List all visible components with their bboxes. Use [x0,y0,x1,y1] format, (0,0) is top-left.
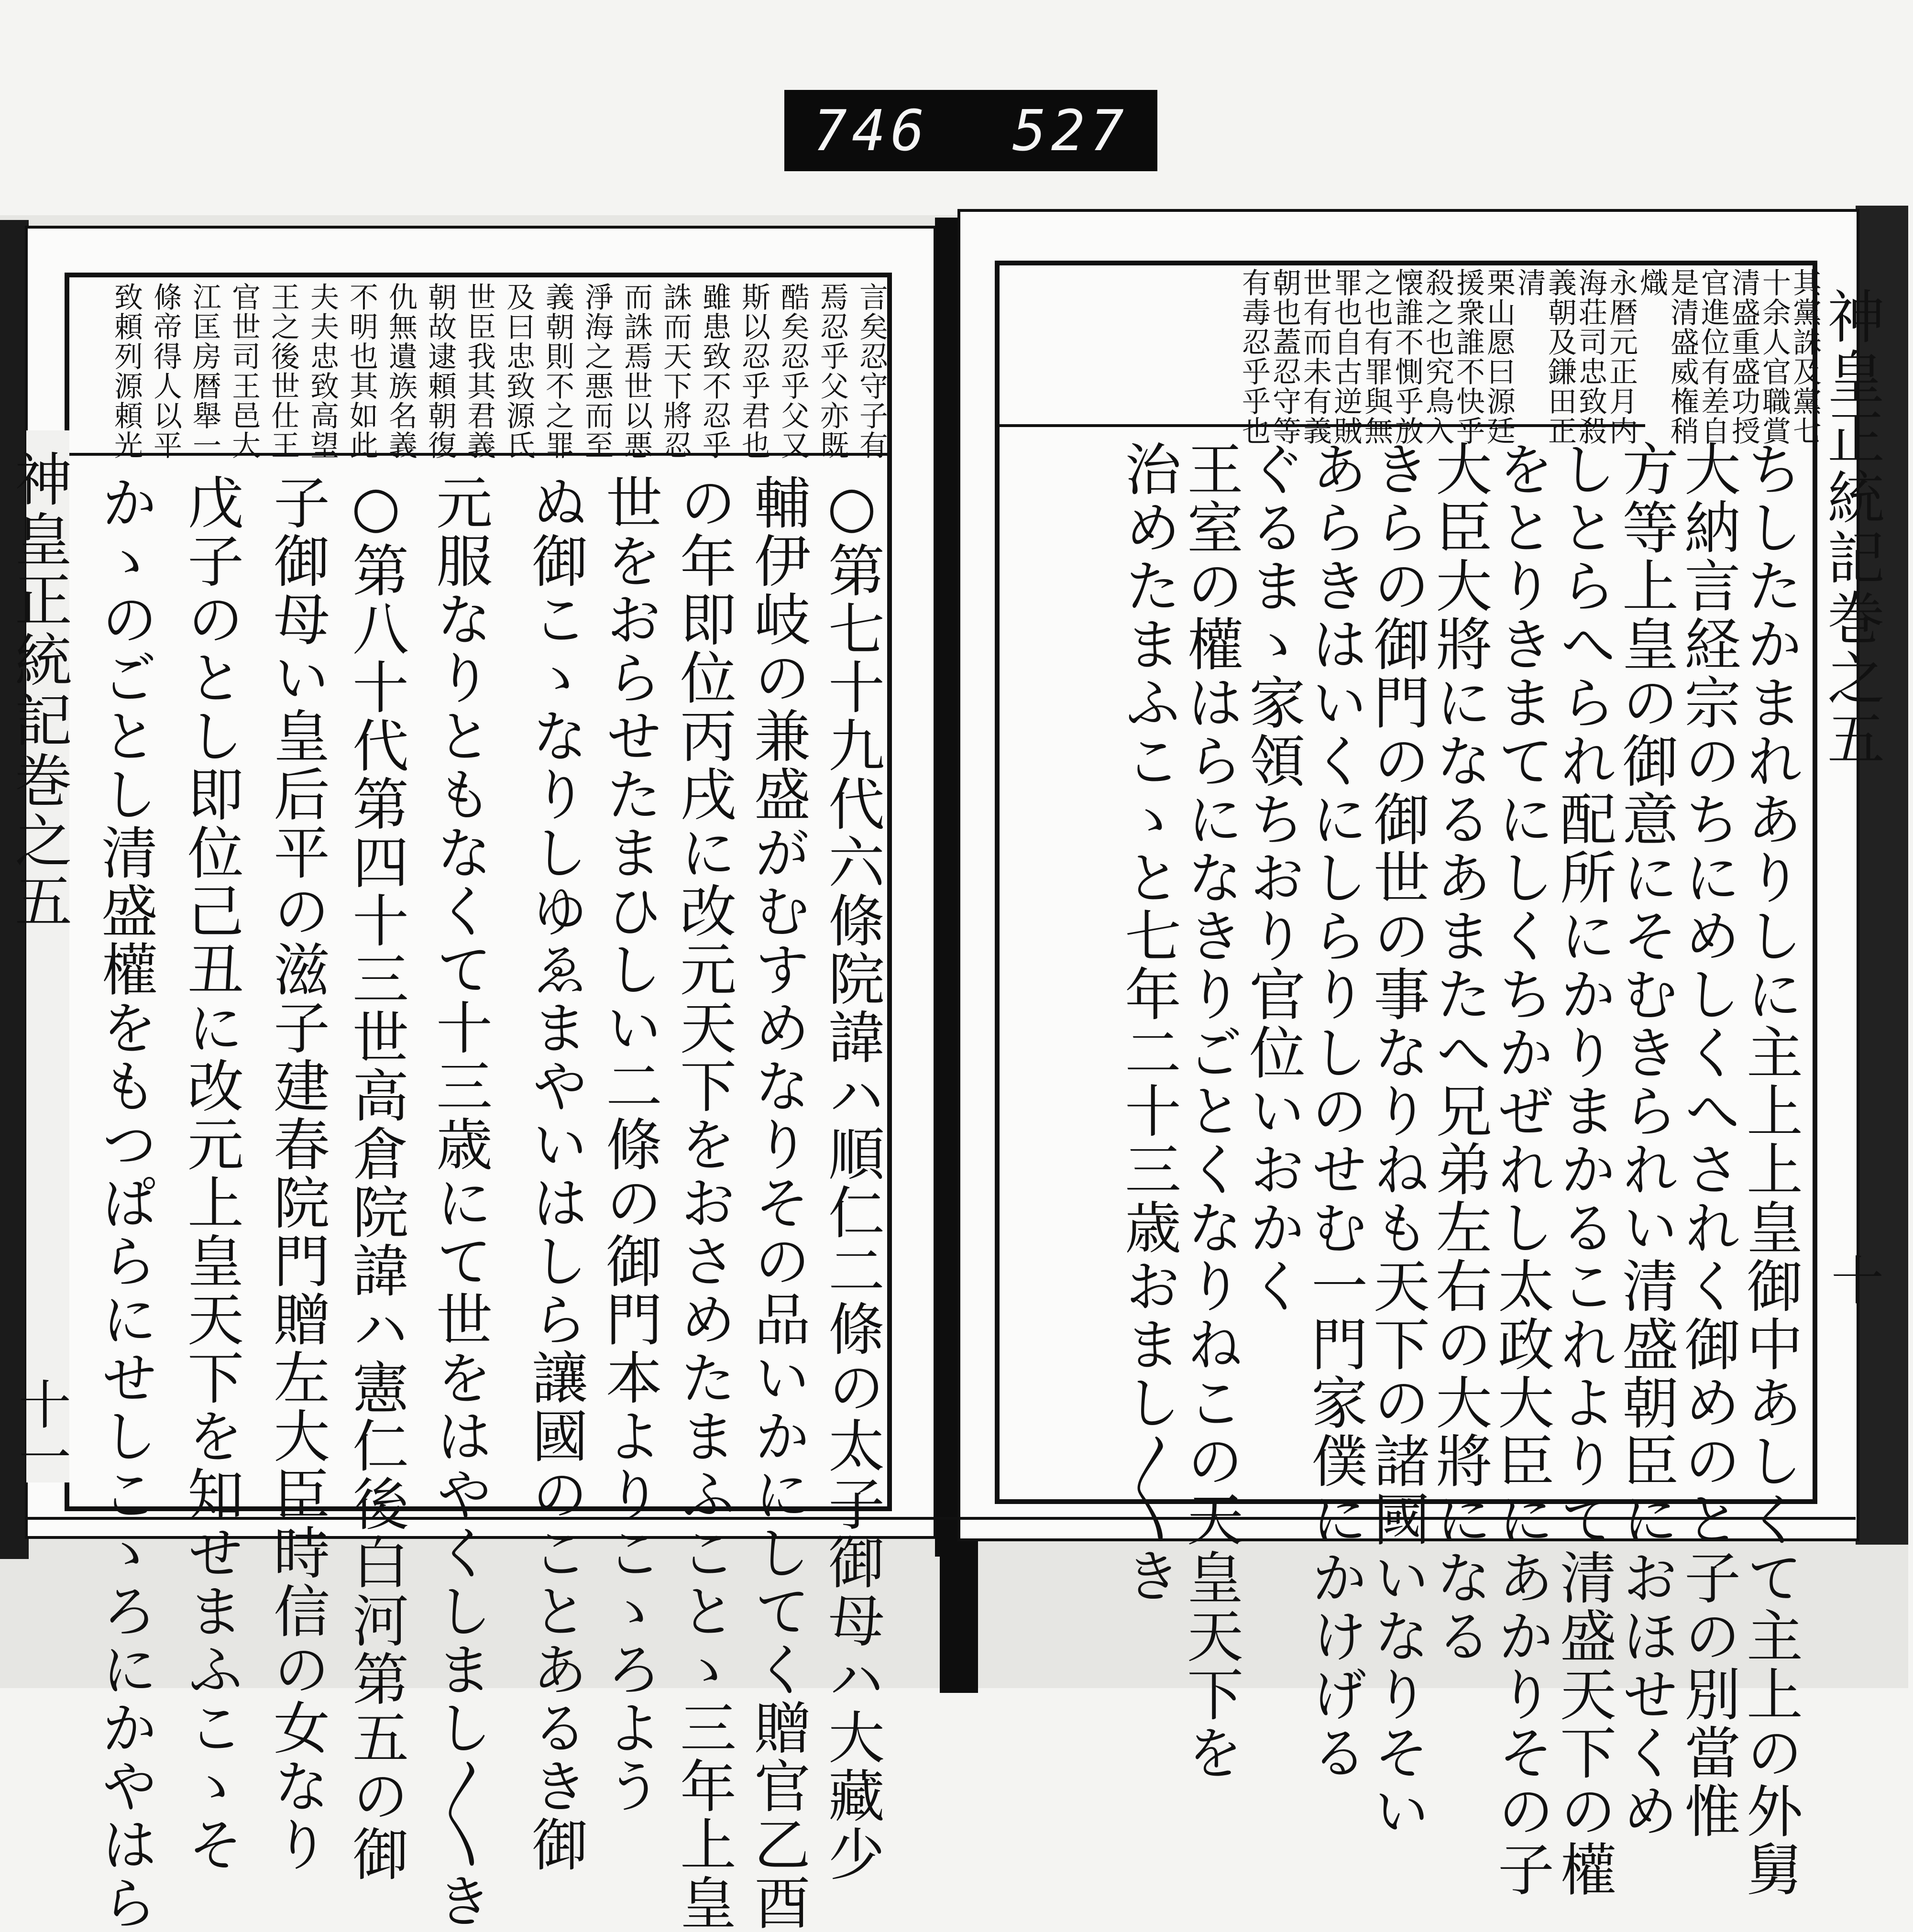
left-body-column: 世をおらせたまひしい二條の御門本よりこゝろよう [596,473,662,1815]
left-note: 朝故逮頼朝復 [423,282,457,460]
call-number-right: 527 [1012,98,1129,164]
left-body-column: 子御母い皇后平の滋子建春院門贈左大臣時信の女なり [264,473,330,1874]
left-body-column: ぬ御こゝなりしゆゑまやいはしら讓國のことあるき御 [522,473,588,1874]
left-folio: 十一 [10,1377,71,1482]
right-note: 世有而未有義 [1298,268,1332,446]
right-body-column: 方等上皇の御意にそむきられい清盛朝臣におほせくめ [1613,440,1679,1840]
left-note: 酷矣忍乎父又 [776,282,810,460]
left-note: 官世司王邑大 [227,282,261,460]
left-note: 雖患致不忍乎 [698,282,731,460]
right-note: 栗山愿曰源廷 [1482,268,1516,446]
left-note: 言矣忍守子有 [855,282,888,460]
right-body-column: をとりきまてにしくちかぜれし太政大臣にあかりその子 [1488,440,1554,1899]
left-note: 義朝則不之罪 [541,282,574,460]
left-note: 淨海之悪而至 [580,282,614,460]
right-body-column: 治めたまふこゝと七年二十三歳おまし〳〵き [1115,440,1181,1605]
left-note: 不明也其如此 [345,282,378,460]
left-running-title: 神皇正統記巻之五 [5,450,72,932]
right-note: 懐誰不惻乎放 [1390,268,1424,446]
left-note: 斯以忍乎君也 [737,282,770,460]
left-note: 誅而天下將忍 [659,282,692,460]
left-note: 夫夫忠致高望 [306,282,339,460]
right-note: 援衆誰不快乎 [1451,268,1485,446]
right-running-title: 神皇正統記巻之五 [1818,287,1884,769]
right-note: 清盛重盛功授 [1727,268,1760,446]
right-body-column: 大納言経宗のちにめしくへされく御めのと子の別當惟 [1675,440,1741,1840]
right-note: 是清盛威権稍 [1666,268,1699,446]
left-note: 江匡房暦舉一 [188,282,221,460]
right-note: 朝也蓋忍守等 [1268,268,1301,446]
left-body-column: ○第七十九代六條院諱ハ順仁二條の太子御母ハ大藏少 [819,473,885,1883]
right-body-column: 大臣大將になるあまたへ兄弟左右の大將になる [1426,440,1492,1665]
right-note: 殺之也究鳥入 [1421,268,1454,446]
right-note: 罪也自古逆賊 [1329,268,1363,446]
right-body-column: あらきはいくにしらりしのせむ一門家僕にかけげる [1302,440,1368,1782]
right-note: 官進位有差自 [1696,268,1730,446]
right-note: 清 [1513,268,1546,297]
left-note: 仇無遺族名義 [384,282,418,460]
right-note: 熾 [1635,268,1669,297]
left-note: 世臣我其君義 [462,282,496,460]
right-note: 其黨誅及黨七 [1788,268,1822,446]
call-number-left: 746 [813,98,930,164]
right-folio: 十 [1823,1253,1884,1306]
gutter [935,218,959,1557]
right-note: 永暦元正月内 [1605,268,1638,446]
right-note: 十余人官職賞 [1758,268,1791,446]
left-note: 而誅焉世以悪 [619,282,653,460]
right-body-column: ちしたかまれありしに主上上皇御中あしくて主上の外舅 [1737,440,1803,1899]
right-body-column: きらの御門の御世の事なりねも天下の諸國いなりそい [1364,440,1430,1840]
left-note: 致頼列源頼光 [110,282,143,460]
right-note: 有毒忍乎乎也 [1237,268,1271,446]
right-body-column: ぐるまゝ家領ちおり官位いおかく [1240,440,1306,1315]
left-note: 焉忍乎父亦既 [815,282,849,460]
right-note: 之也有罪與無 [1360,268,1393,446]
right-note: 海荘司忠致殺 [1574,268,1607,446]
left-body-column: かゝのごとし清盛權をもつぱらにせしこゝろにかやはら [92,473,158,1932]
right-body-column: 王室の權はらになきりごとくなりねこの天皇天下を [1177,440,1243,1782]
left-note: 及曰忠致源氏 [502,282,535,460]
left-body-column: の年即位丙戌に改元天下をおさめたまふことゝ三年上皇 [671,473,737,1932]
call-number-label [784,90,1157,171]
right-note: 義朝及鎌田正 [1543,268,1577,446]
left-note: 條帝得人以平 [149,282,182,460]
right-body-column: しとらへられ配所にかりまかるこれよりて清盛天下の權 [1550,440,1616,1899]
left-note: 王之後世仕王 [266,282,300,460]
left-body-column: ○第八十代第四十三世高倉院諱ハ憲仁後白河第五の御 [343,473,409,1883]
left-body-column: 戊子のとし即位己丑に改元上皇天下を知せまふこゝそ [178,473,244,1874]
left-body-column: 輔伊岐の兼盛がむすめなりその品いかにしてく贈官乙酉 [745,473,811,1932]
left-body-column: 元服なりともなくて十三歳にて世をはやくしまし〳〵き [427,473,493,1930]
